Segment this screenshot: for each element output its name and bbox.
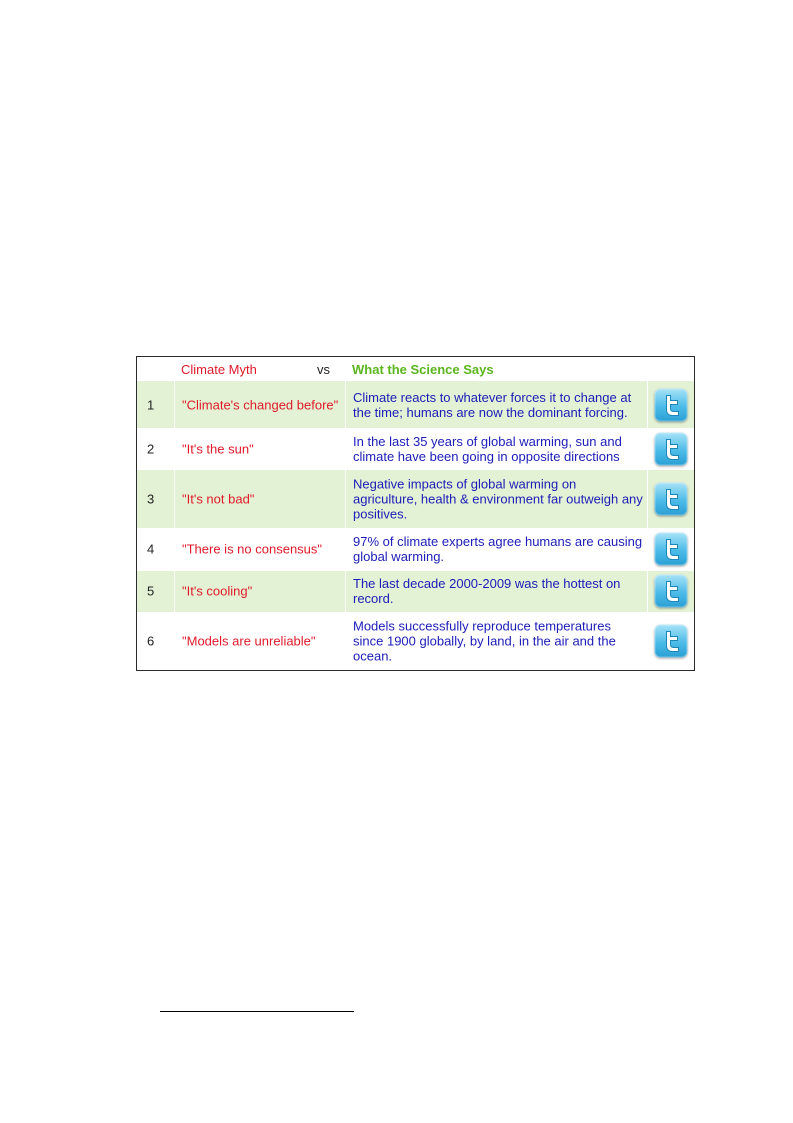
share-cell [647,428,693,469]
myth-text: "It's cooling" [182,583,253,599]
header-climate-myth: Climate Myth [181,362,257,377]
myth-text: "There is no consensus" [182,541,323,557]
table-row [137,469,694,528]
myth-text: "Models are unreliable" [182,633,316,648]
row-number-cell [137,381,174,428]
row-divider [137,469,694,470]
table-row [137,528,694,570]
row-number-cell [137,428,174,469]
twitter-icon[interactable] [654,482,687,515]
row-divider [137,570,694,571]
table-row [137,570,694,612]
share-cell [647,469,693,528]
myth-cell [174,381,345,428]
science-cell [345,570,647,612]
row-number: 2 [147,441,155,456]
myth-cell [174,469,345,528]
row-number-cell [137,612,174,669]
table-header [137,357,694,381]
share-cell [647,528,693,570]
climate-myths-table [136,356,695,671]
row-number: 4 [147,541,155,557]
myth-cell [174,428,345,469]
myth-text: "Climate's changed before" [182,397,339,412]
row-divider [137,612,694,613]
row-number: 1 [147,397,155,412]
row-divider [137,428,694,429]
twitter-icon[interactable] [654,575,687,608]
share-cell [647,612,693,669]
science-text: Climate reacts to whatever forces it to change at the time; humans are now the dominant forcing. [353,389,632,420]
header-vs: vs [317,362,330,377]
row-divider [137,528,694,529]
header-science-says: What the Science Says [352,362,494,377]
share-cell [647,381,693,428]
science-text: 97% of climate experts agree humans are causing global warming. [353,534,643,564]
science-cell [345,612,647,669]
row-number: 6 [147,633,155,648]
table-row [137,381,694,428]
twitter-icon[interactable] [654,624,687,657]
myth-text: "It's not bad" [182,491,255,506]
science-cell [345,428,647,469]
myth-cell [174,612,345,669]
myth-text: "It's the sun" [182,441,254,456]
row-number: 5 [147,583,155,599]
myth-cell [174,570,345,612]
row-number-cell [137,570,174,612]
table-row [137,612,694,669]
row-number-cell [137,528,174,570]
table-row [137,428,694,469]
science-cell [345,528,647,570]
science-text: The last decade 2000-2009 was the hottest on record. [353,576,621,606]
row-number: 3 [147,491,155,506]
science-text: In the last 35 years of global warming, sun and climate have been going in opposite directions [353,433,622,464]
twitter-icon[interactable] [654,533,687,566]
twitter-icon[interactable] [654,388,687,421]
row-number-cell [137,469,174,528]
share-cell [647,570,693,612]
science-cell [345,469,647,528]
science-text: Negative impacts of global warming on agriculture, health & environment far outweigh any positives. [353,476,643,521]
footnote-rule [160,1011,354,1012]
science-cell [345,381,647,428]
science-text: Models successfully reproduce temperatures since 1900 globally, by land, in the air and the ocean. [353,618,616,663]
myth-cell [174,528,345,570]
twitter-icon[interactable] [654,432,687,465]
